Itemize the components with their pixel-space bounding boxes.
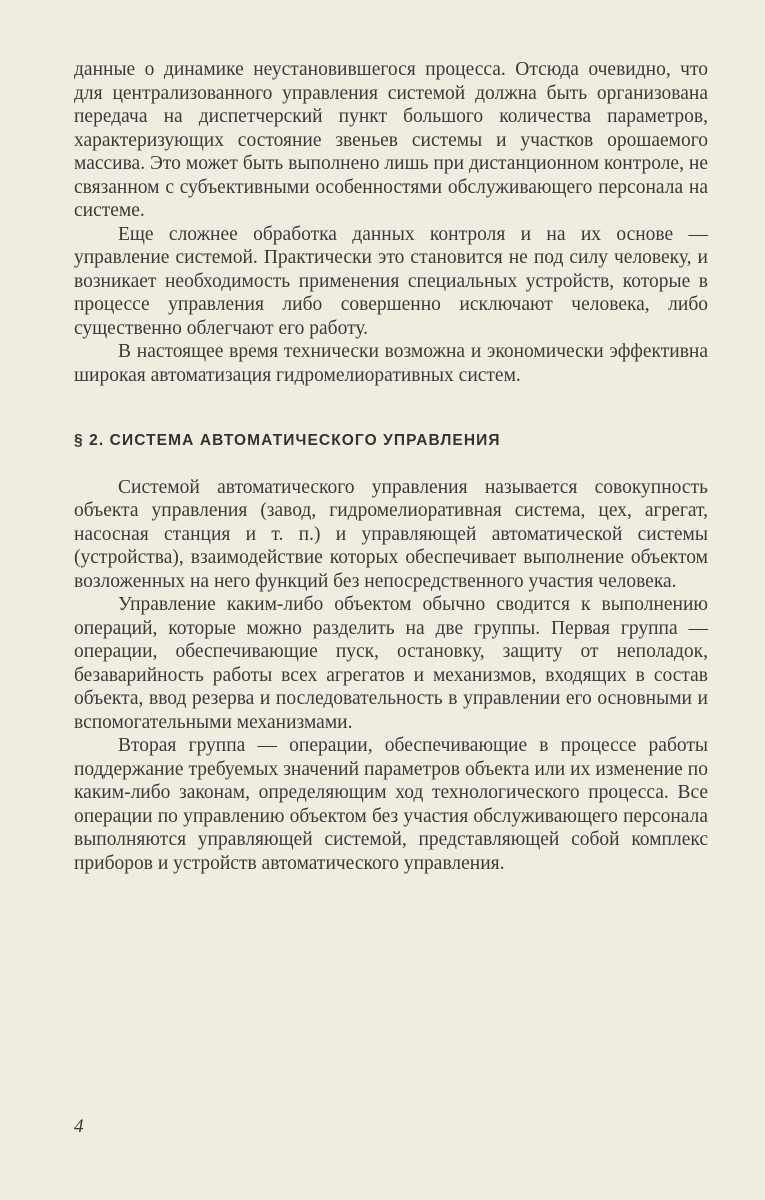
paragraph: Еще сложнее обработка данных контроля и на их основе — управление системой. Практически это становится не под силу человеку, и возникает необходимость применения специальных устройств, которые в процессе управления либо совершенно исключают человека, либо существенно облегчают его работу. <box>74 223 708 339</box>
page-number: 4 <box>74 1116 84 1137</box>
section-heading: § 2. СИСТЕМА АВТОМАТИЧЕСКОГО УПРАВЛЕНИЯ <box>74 432 501 449</box>
paragraph: Управление каким-либо объектом обычно сводится к выполнению операций, которые можно разделить на две группы. Первая группа — операции, обеспечивающие пуск, остановку, защиту от неполадок, безаварийность работы всех агрегатов и механизмов, входящих в состав объекта, ввод резерва и последовательность в управлении его основными и вспомогательными механизмами. <box>74 594 708 733</box>
paragraph: В настоящее время технически возможна и экономически эффективна широкая автоматизация гидромелиоративных систем. <box>74 341 708 386</box>
paragraph-continued: данные о динамике неустановившегося процесса. Отсюда очевидно, что для централизованного управления системой должна быть организована передача на диспетчерский пункт большого количества параметров, характеризующих состояние звеньев системы и участков орошаемого массива. Это может быть выполнено лишь при дистанционном контроле, не связанном с субъективными особенностями обслуживающего персонала на системе. <box>74 59 708 221</box>
page-body <box>74 58 708 875</box>
paragraph: Вторая группа — операции, обеспечивающие в процессе работы поддержание требуемых значений параметров объекта или их изменение по каким-либо законам, определяющим ход технологического процесса. Все операции по управлению объектом без участия обслуживающего персонала выполняются управляющей системой, представляющей собой комплекс приборов и устройств автоматического управления. <box>74 735 708 874</box>
paragraph: Системой автоматического управления называется совокупность объекта управления (завод, гидромелиоративная система, цех, агрегат, насосная станция и т. п.) и управляющей автоматической системы (устройства), взаимодействие которых обеспечивает выполнение объектом возложенных на него функций без непосредственного участия человека. <box>74 476 708 592</box>
